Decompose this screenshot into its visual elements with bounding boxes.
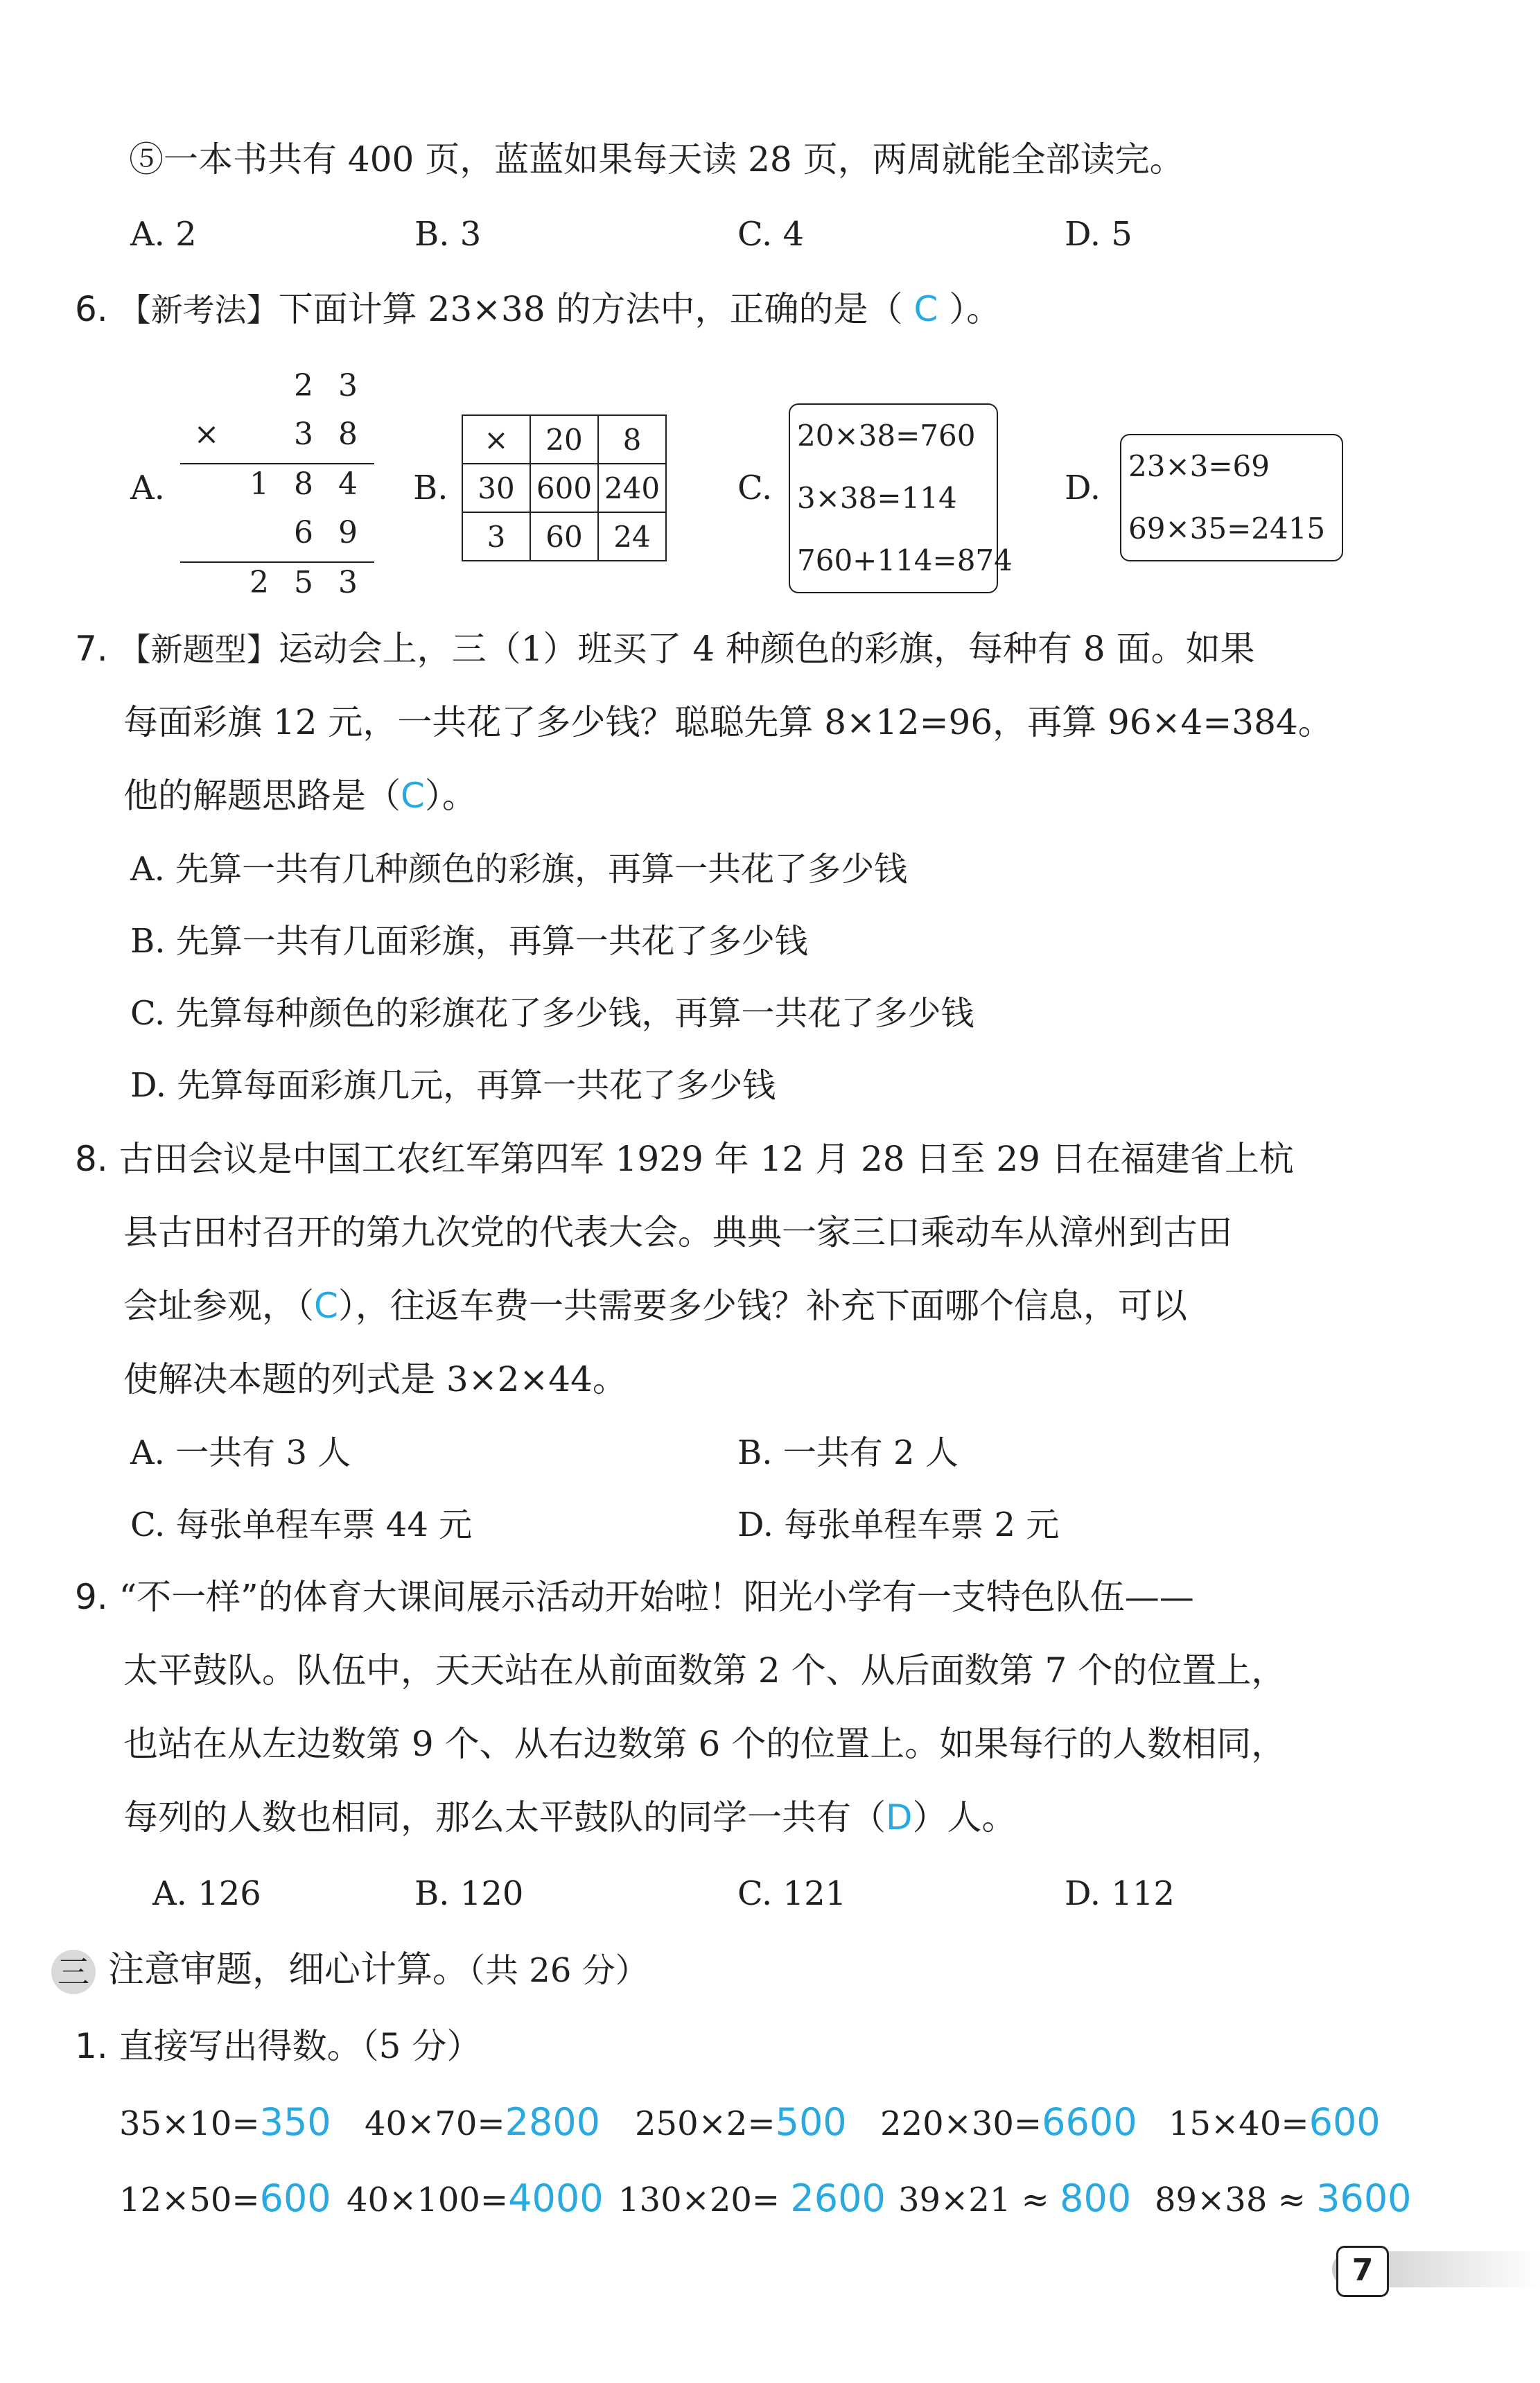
q5-option-c: C. 4 xyxy=(737,215,805,254)
q8-number: 8. xyxy=(75,1139,108,1179)
q7-option-b: B. 先算一共有几面彩旗，再算一共花了多少钱 xyxy=(130,922,808,961)
calc-expr: 130×20= xyxy=(618,2181,791,2219)
grid-cell: 20 xyxy=(530,415,598,464)
q7-text-3a: 他的解题思路是（ xyxy=(123,776,401,816)
calc-row-1-item-5 xyxy=(1169,2100,1381,2146)
section-3-score: （共 26 分） xyxy=(469,1951,649,1990)
q7-answer: C xyxy=(401,776,425,816)
box-c-line: 20×38=760 xyxy=(797,419,976,453)
q6-question xyxy=(75,287,1001,332)
digit: 2 xyxy=(294,368,313,403)
q9-option-b: B. 120 xyxy=(414,1874,524,1913)
section-3-header xyxy=(51,1948,649,1994)
calc-expr: 89×38 ≈ xyxy=(1155,2181,1317,2219)
calc-answer: 600 xyxy=(1309,2100,1381,2144)
digit: 1 xyxy=(250,466,269,502)
q8-option-c: C. 每张单程车票 44 元 xyxy=(130,1505,473,1544)
calc-expr: 35×10= xyxy=(119,2104,260,2143)
q6-grid-method xyxy=(462,414,667,561)
q9-text-4a: 每列的人数也相同，那么太平鼓队的同学一共有（ xyxy=(123,1797,886,1838)
calc-expr: 15×40= xyxy=(1169,2104,1309,2143)
digit: 3 xyxy=(338,368,358,403)
grid-cell: 240 xyxy=(598,464,666,512)
q6-label-b: B. xyxy=(413,469,448,507)
q6-close: ）。 xyxy=(949,289,1001,329)
q7-option-c: C. 先算每种颜色的彩旗花了多少钱，再算一共花了多少钱 xyxy=(130,994,974,1033)
q7-number: 7. xyxy=(75,629,108,669)
calc-expr: 12×50= xyxy=(119,2181,260,2219)
q7-option-a: A. 先算一共有几种颜色的彩旗，再算一共花了多少钱 xyxy=(130,850,908,889)
calc-row-1-item-4 xyxy=(880,2100,1137,2146)
digit: 4 xyxy=(338,466,358,502)
q6-box-c xyxy=(789,403,1013,593)
q8-line-4: 使解决本题的列式是 3×2×44。 xyxy=(123,1359,627,1399)
q9-line-3: 也站在从左边数第 9 个、从右边数第 6 个的位置上。如果每行的人数相同， xyxy=(123,1724,1286,1764)
q5-item-text: ⑤一本书共有 400 页，蓝蓝如果每天读 28 页，两周就能全部读完。 xyxy=(129,139,1184,180)
q7-line-1 xyxy=(75,627,1255,672)
calc-expr: 220×30= xyxy=(880,2104,1042,2143)
calc-row-1-item-3 xyxy=(635,2100,847,2146)
page-number: 7 xyxy=(1336,2246,1389,2297)
q8-text-3b: ），往返车费一共需要多少钱？补充下面哪个信息，可以 xyxy=(338,1286,1187,1326)
q9-option-c: C. 121 xyxy=(737,1874,847,1913)
times-sign: × xyxy=(193,417,220,452)
q6-label-c: C. xyxy=(737,469,773,507)
digit: 9 xyxy=(338,515,358,550)
s3-q1-number: 1. xyxy=(75,2026,108,2066)
digit: 6 xyxy=(294,515,313,550)
grid-cell: 3 xyxy=(462,512,530,561)
q6-answer: C xyxy=(913,289,938,329)
calc-row-2-item-4 xyxy=(898,2176,1131,2222)
grid-cell: 600 xyxy=(530,464,598,512)
calc-row-2-item-1 xyxy=(119,2176,331,2222)
digit: 3 xyxy=(338,565,358,600)
digit: 8 xyxy=(338,417,358,452)
s3-q1-text: 直接写出得数。（5 分） xyxy=(119,2026,482,2066)
q8-option-d: D. 每张单程车票 2 元 xyxy=(737,1505,1060,1544)
q7-line-2: 每面彩旗 12 元，一共花了多少钱？聪聪先算 8×12=96，再算 96×4=384。 xyxy=(123,702,1333,742)
q6-box-d xyxy=(1120,434,1343,561)
box-c-line: 760+114=874 xyxy=(797,543,1013,577)
digit: 8 xyxy=(294,466,313,502)
q8-line-3 xyxy=(123,1284,1187,1328)
q6-label-a: A. xyxy=(130,469,165,507)
q8-answer: C xyxy=(314,1286,338,1326)
s3-q1-title xyxy=(75,2024,481,2068)
calc-row-2-item-3 xyxy=(618,2176,886,2222)
calc-expr: 39×21 ≈ xyxy=(898,2181,1060,2219)
q7-text-3b: ）。 xyxy=(424,776,477,816)
q7-line-3 xyxy=(123,774,477,818)
q9-text-1: “不一样”的体育大课间展示活动开始啦！阳光小学有一支特色队伍—— xyxy=(119,1577,1194,1617)
digit: 3 xyxy=(294,417,313,452)
q9-text-4b: ）人。 xyxy=(912,1797,1017,1838)
q7-tag: 【新题型】 xyxy=(119,631,279,668)
q8-line-2: 县古田村召开的第九次党的代表大会。典典一家三口乘动车从漳州到古田 xyxy=(123,1212,1232,1252)
q6-vertical-multiplication xyxy=(180,366,374,611)
calc-expr: 250×2= xyxy=(635,2104,776,2143)
q9-line-2: 太平鼓队。队伍中，天天站在从前面数第 2 个、从后面数第 7 个的位置上， xyxy=(123,1650,1286,1691)
box-d-line: 23×3=69 xyxy=(1128,449,1270,483)
q5-option-d: D. 5 xyxy=(1065,215,1132,254)
q9-line-4 xyxy=(123,1795,1017,1840)
q5-option-b: B. 3 xyxy=(414,215,482,254)
calc-answer: 350 xyxy=(259,2100,331,2144)
box-d-line: 69×35=2415 xyxy=(1128,512,1326,545)
q9-option-d: D. 112 xyxy=(1065,1874,1175,1913)
calc-answer: 4000 xyxy=(508,2176,604,2220)
q6-label-d: D. xyxy=(1065,469,1101,507)
q7-text-1: 运动会上，三（1）班买了 4 种颜色的彩旗，每种有 8 面。如果 xyxy=(278,629,1255,669)
calc-row-2-item-2 xyxy=(347,2176,604,2222)
calc-expr: 40×70= xyxy=(365,2104,505,2143)
section-3-badge: 三 xyxy=(51,1950,96,1994)
digit: 2 xyxy=(250,565,269,600)
q6-number: 6. xyxy=(75,289,108,329)
calc-expr: 40×100= xyxy=(347,2181,509,2219)
calc-answer: 2800 xyxy=(505,2100,601,2144)
calc-row-1-item-2 xyxy=(365,2100,600,2146)
q9-option-a: A. 126 xyxy=(152,1874,261,1913)
q7-option-d: D. 先算每面彩旗几元，再算一共花了多少钱 xyxy=(130,1066,776,1105)
calc-answer: 3600 xyxy=(1316,2176,1412,2220)
calc-answer: 600 xyxy=(259,2176,331,2220)
q8-text-1: 古田会议是中国工农红军第四军 1929 年 12 月 28 日至 29 日在福建省上杭 xyxy=(119,1139,1294,1179)
q8-option-a: A. 一共有 3 人 xyxy=(130,1433,351,1472)
q8-line-1 xyxy=(75,1137,1294,1181)
q5-option-a: A. 2 xyxy=(130,215,197,254)
box-c-line: 3×38=114 xyxy=(797,481,957,515)
digit: 5 xyxy=(294,565,313,600)
calc-row-1-item-1 xyxy=(119,2100,331,2146)
grid-cell: 30 xyxy=(462,464,530,512)
calc-answer: 6600 xyxy=(1042,2100,1137,2144)
q8-option-b: B. 一共有 2 人 xyxy=(737,1433,959,1472)
q6-text: 下面计算 23×38 的方法中，正确的是（ xyxy=(278,289,903,329)
q6-tag: 【新考法】 xyxy=(119,291,279,329)
calc-answer: 500 xyxy=(775,2100,847,2144)
calc-answer: 2600 xyxy=(790,2176,886,2220)
q8-text-3a: 会址参观，（ xyxy=(123,1286,314,1326)
q9-number: 9. xyxy=(75,1577,108,1617)
grid-cell: 8 xyxy=(598,415,666,464)
q9-line-1 xyxy=(75,1575,1194,1619)
grid-cell: × xyxy=(462,415,530,464)
grid-cell: 24 xyxy=(598,512,666,561)
grid-cell: 60 xyxy=(530,512,598,561)
calc-answer: 800 xyxy=(1060,2176,1132,2220)
q9-answer: D xyxy=(886,1797,913,1838)
calc-row-2-item-5 xyxy=(1155,2176,1412,2222)
section-3-title: 注意审题，细心计算。 xyxy=(108,1949,469,1991)
